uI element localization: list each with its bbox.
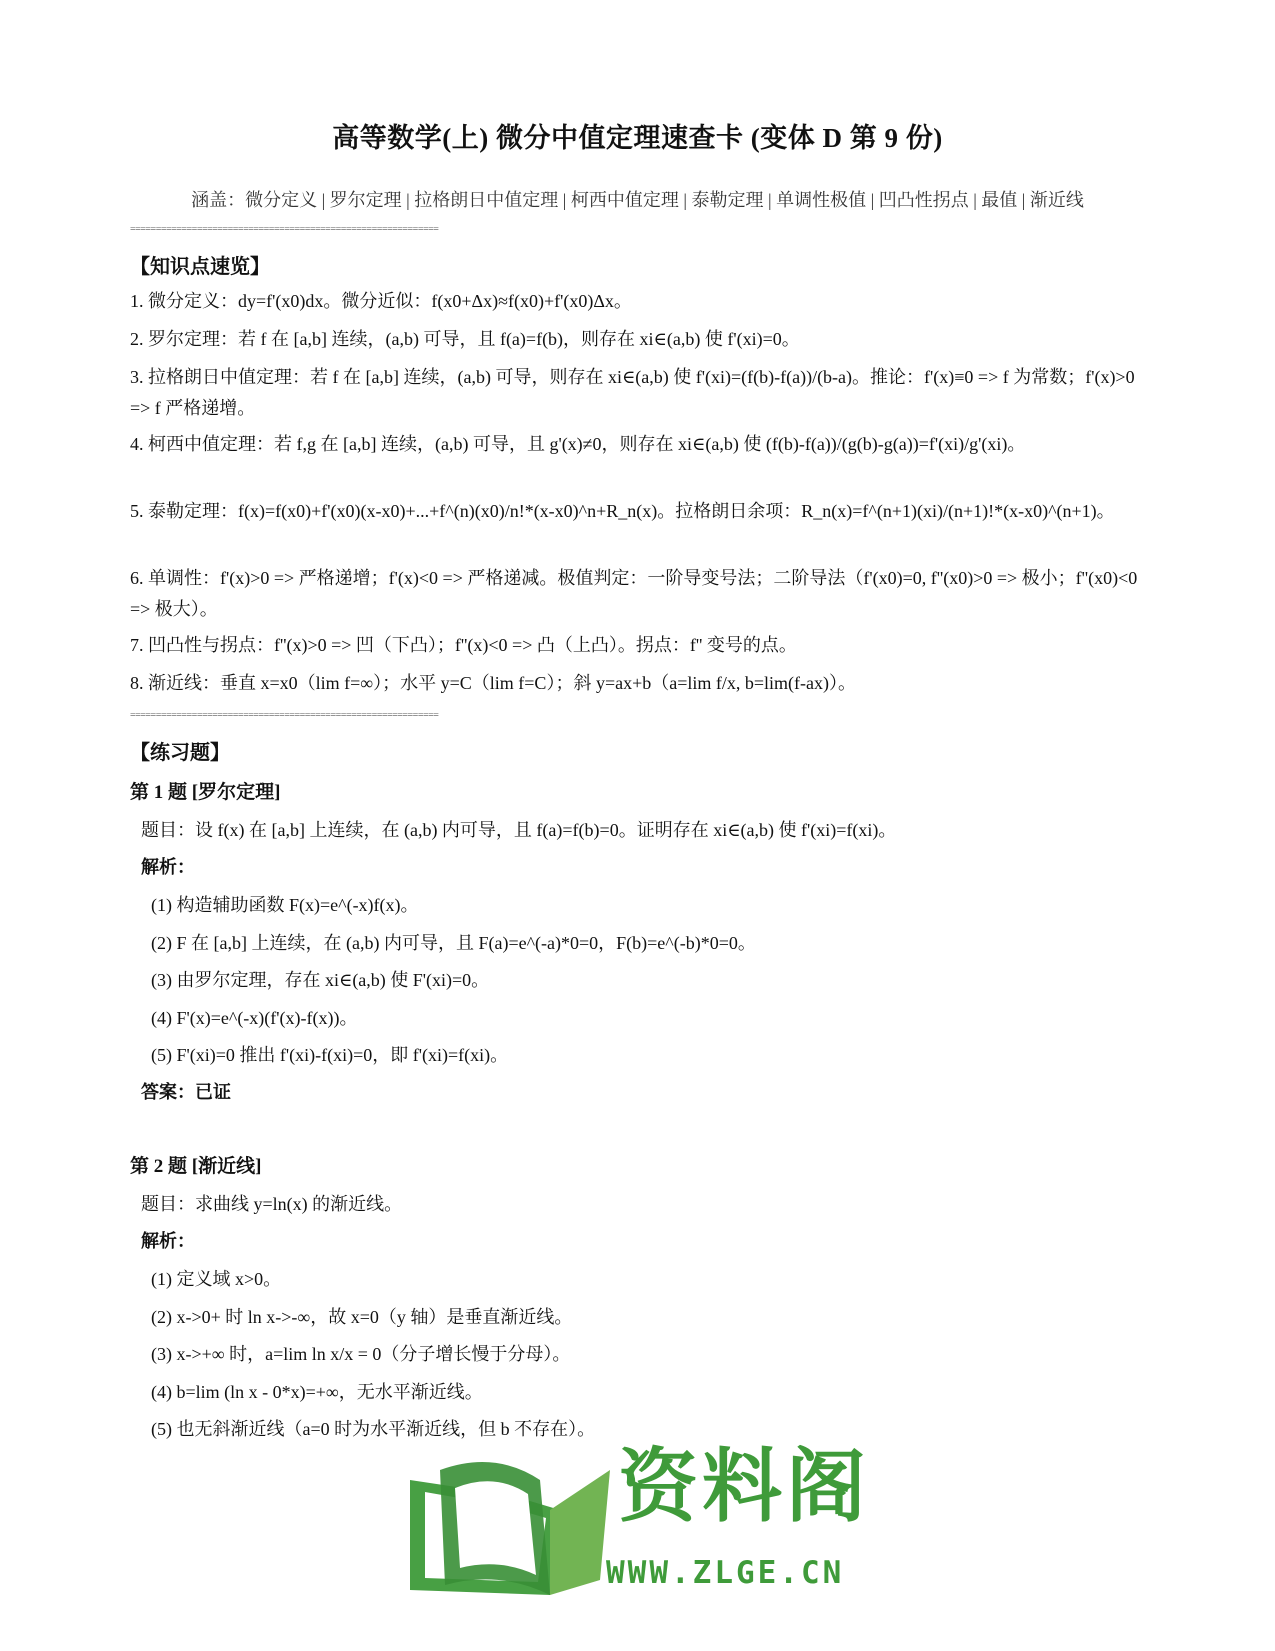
analysis-label: 解析： <box>141 857 195 877</box>
question-text: 题目：设 f(x) 在 [a,b] 上连续，在 (a,b) 内可导，且 f(a)=f(b)=0。证明存在 xi∈(a,b) 使 f'(xi)=f(xi)。 <box>141 820 897 840</box>
section-heading-practice: 【练习题】 <box>130 742 230 764</box>
question-title: 第 2 题 [渐近线] <box>130 1156 262 1177</box>
solution-step: (4) b=lim (ln x - 0*x)=+∞，无水平渐近线。 <box>151 1382 483 1402</box>
solution-step: (2) F 在 [a,b] 上连续，在 (a,b) 内可导，且 F(a)=e^(-a)*0=0，F(b)=e^(-b)*0=0。 <box>151 933 756 953</box>
solution-step: (5) 也无斜渐近线（a=0 时为水平渐近线，但 b 不存在）。 <box>151 1419 596 1439</box>
watermark-url: WWW.ZLGE.CN <box>606 1555 845 1591</box>
separator-line: ============================================================ <box>130 224 439 235</box>
watermark-text: 资料阁 <box>618 1440 870 1533</box>
page-subtitle: 涵盖：微分定义 | 罗尔定理 | 拉格朗日中值定理 | 柯西中值定理 | 泰勒定理 | 单调性极值 | 凹凸性拐点 | 最值 | 渐近线 <box>191 190 1084 210</box>
solution-step: (3) 由罗尔定理，存在 xi∈(a,b) 使 F'(xi)=0。 <box>151 970 490 990</box>
question-title: 第 1 题 [罗尔定理] <box>130 782 281 803</box>
knowledge-item: 1. 微分定义：dy=f'(x0)dx。微分近似：f(x0+Δx)≈f(x0)+f'(x0)Δx。 <box>130 291 632 311</box>
solution-step: (1) 定义域 x>0。 <box>151 1269 282 1289</box>
knowledge-item: 8. 渐近线：垂直 x=x0（lim f=∞）；水平 y=C（lim f=C）；斜 y=ax+b（a=lim f/x, b=lim(f-ax)）。 <box>130 673 856 693</box>
solution-step: (5) F'(xi)=0 推出 f'(xi)-f(xi)=0，即 f'(xi)=f(xi)。 <box>151 1045 509 1065</box>
section-heading-knowledge: 【知识点速览】 <box>130 256 270 278</box>
analysis-label: 解析： <box>141 1231 195 1251</box>
separator-line: ============================================================ <box>130 710 439 721</box>
knowledge-item: 7. 凹凸性与拐点：f''(x)>0 => 凹（下凸）；f''(x)<0 => 凸（上凸）。拐点：f'' 变号的点。 <box>130 635 797 655</box>
solution-step: (2) x->0+ 时 ln x->-∞，故 x=0（y 轴）是垂直渐近线。 <box>151 1307 573 1327</box>
question-text: 题目：求曲线 y=ln(x) 的渐近线。 <box>141 1194 403 1214</box>
solution-step: (3) x->+∞ 时，a=lim ln x/x = 0（分子增长慢于分母）。 <box>151 1344 571 1364</box>
knowledge-item: 5. 泰勒定理：f(x)=f(x0)+f'(x0)(x-x0)+...+f^(n)(x0)/n!*(x-x0)^n+R_n(x)。拉格朗日余项：R_n(x)=f^(n+1)(xi)/(n+1)!*(x-x0)^(n+1)。 <box>130 501 1115 521</box>
knowledge-item: 2. 罗尔定理：若 f 在 [a,b] 连续，(a,b) 可导，且 f(a)=f(b)，则存在 xi∈(a,b) 使 f'(xi)=0。 <box>130 329 800 349</box>
solution-step: (1) 构造辅助函数 F(x)=e^(-x)f(x)。 <box>151 895 419 915</box>
answer-text: 答案：已证 <box>141 1082 231 1102</box>
knowledge-item: 3. 拉格朗日中值定理：若 f 在 [a,b] 连续，(a,b) 可导，则存在 xi∈(a,b) 使 f'(xi)=(f(b)-f(a))/(b-a)。推论：f'(x)≡0 => f 为常数；f'(x)>0 => f 严格递增。 <box>130 367 1135 418</box>
knowledge-item: 4. 柯西中值定理：若 f,g 在 [a,b] 连续，(a,b) 可导，且 g'(x)≠0，则存在 xi∈(a,b) 使 (f(b)-f(a))/(g(b)-g(a))=f'(xi)/g'(xi)。 <box>130 434 1026 454</box>
knowledge-item: 6. 单调性：f'(x)>0 => 严格递增；f'(x)<0 => 严格递减。极值判定：一阶导变号法；二阶导法（f'(x0)=0, f''(x0)>0 => 极小；f''(x0)<0 => 极大）。 <box>130 568 1138 619</box>
solution-step: (4) F'(x)=e^(-x)(f'(x)-f(x))。 <box>151 1008 358 1028</box>
page-title: 高等数学(上) 微分中值定理速查卡 (变体 D 第 9 份) <box>332 123 943 153</box>
